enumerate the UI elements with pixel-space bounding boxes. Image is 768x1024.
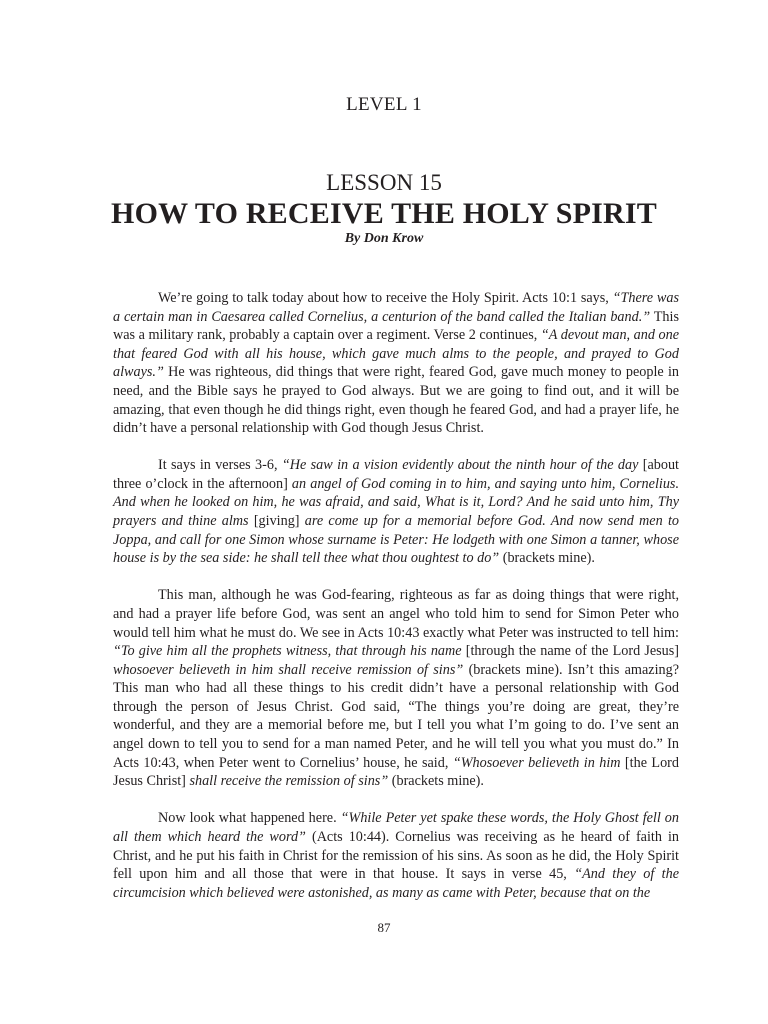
paragraph-3: This man, although he was God-fearing, righteous as far as doing things that were right, and had a prayer life before God, was sent an angel who told him to send for Simon Peter who would tell him what he must do. We see in Acts 10:43 exactly what Peter was instructed to tell him: “To give him all the prophets witness, that through his name [through the name of the Lord Jesus] whosoever believeth in him shall receive remission of sins” (brackets mine). Isn’t this amazing? This man who had all these things to his credit didn’t have a personal relationship with God through the person of Jesus Christ. God said, “The things you’re doing are great, they’re wonderful, and they are a memorial before me, but I tell you what I’m going to do. I’ve sent an angel down to tell you to send for a man named Peter, and he will tell you what you must do.” In Acts 10:43, when Peter went to Cornelius’ house, he said, “Whosoever believeth in him [the Lord Jesus Christ] shall receive the remission of sins” (brackets mine). [113,587,679,790]
lesson-number: LESSON 15 [326,170,442,195]
paragraph-1: We’re going to talk today about how to receive the Holy Spirit. Acts 10:1 says, “There was a certain man in Caesarea called Cornelius, a centurion of the band called the Italian band.” This was a military rank, probably a captain over a regiment. Verse 2 continues, “A devout man, and one that feared God with all his house, which gave much alms to the people, and prayed to God always.” He was righteous, did things that were right, feared God, gave much money to people in need, and the Bible says he prayed to God always. But we are going to find out, and it will be amazing, that even though he did things right, even though he feared God, and had a prayer life, he didn’t have a personal relationship with God though Jesus Christ. [113,290,679,437]
paragraph-2: It says in verses 3-6, “He saw in a vision evidently about the ninth hour of the day [about three o’clock in the afternoon] an angel of God coming in to him, and saying unto him, Cornelius. And when he looked on him, he was afraid, and said, What is it, Lord? And he said unto him, Thy prayers and thine alms [giving] are come up for a memorial before God. And now send men to Joppa, and call for one Simon whose surname is Peter: He lodgeth with one Simon a tanner, whose house is by the sea side: he shall tell thee what thou oughtest to do” (brackets mine). [113,457,679,567]
level-heading: LEVEL 1 [346,94,422,115]
page-number: 87 [377,920,391,935]
body-text [113,289,679,921]
paragraph-4: Now look what happened here. “While Peter yet spake these words, the Holy Ghost fell on all them which heard the word” (Acts 10:44). Cornelius was receiving as he heard of faith in Christ, and he put his faith in Christ for the remission of his sins. As soon as he did, the Holy Spirit fell upon him and all those that were in that house. It says in verse 45, “And they of the circumcision which believed were astonished, as many as came with Peter, because that on the [113,810,680,901]
author-byline: By Don Krow [344,231,424,246]
lesson-title: HOW TO RECEIVE THE HOLY SPIRIT [111,197,657,230]
